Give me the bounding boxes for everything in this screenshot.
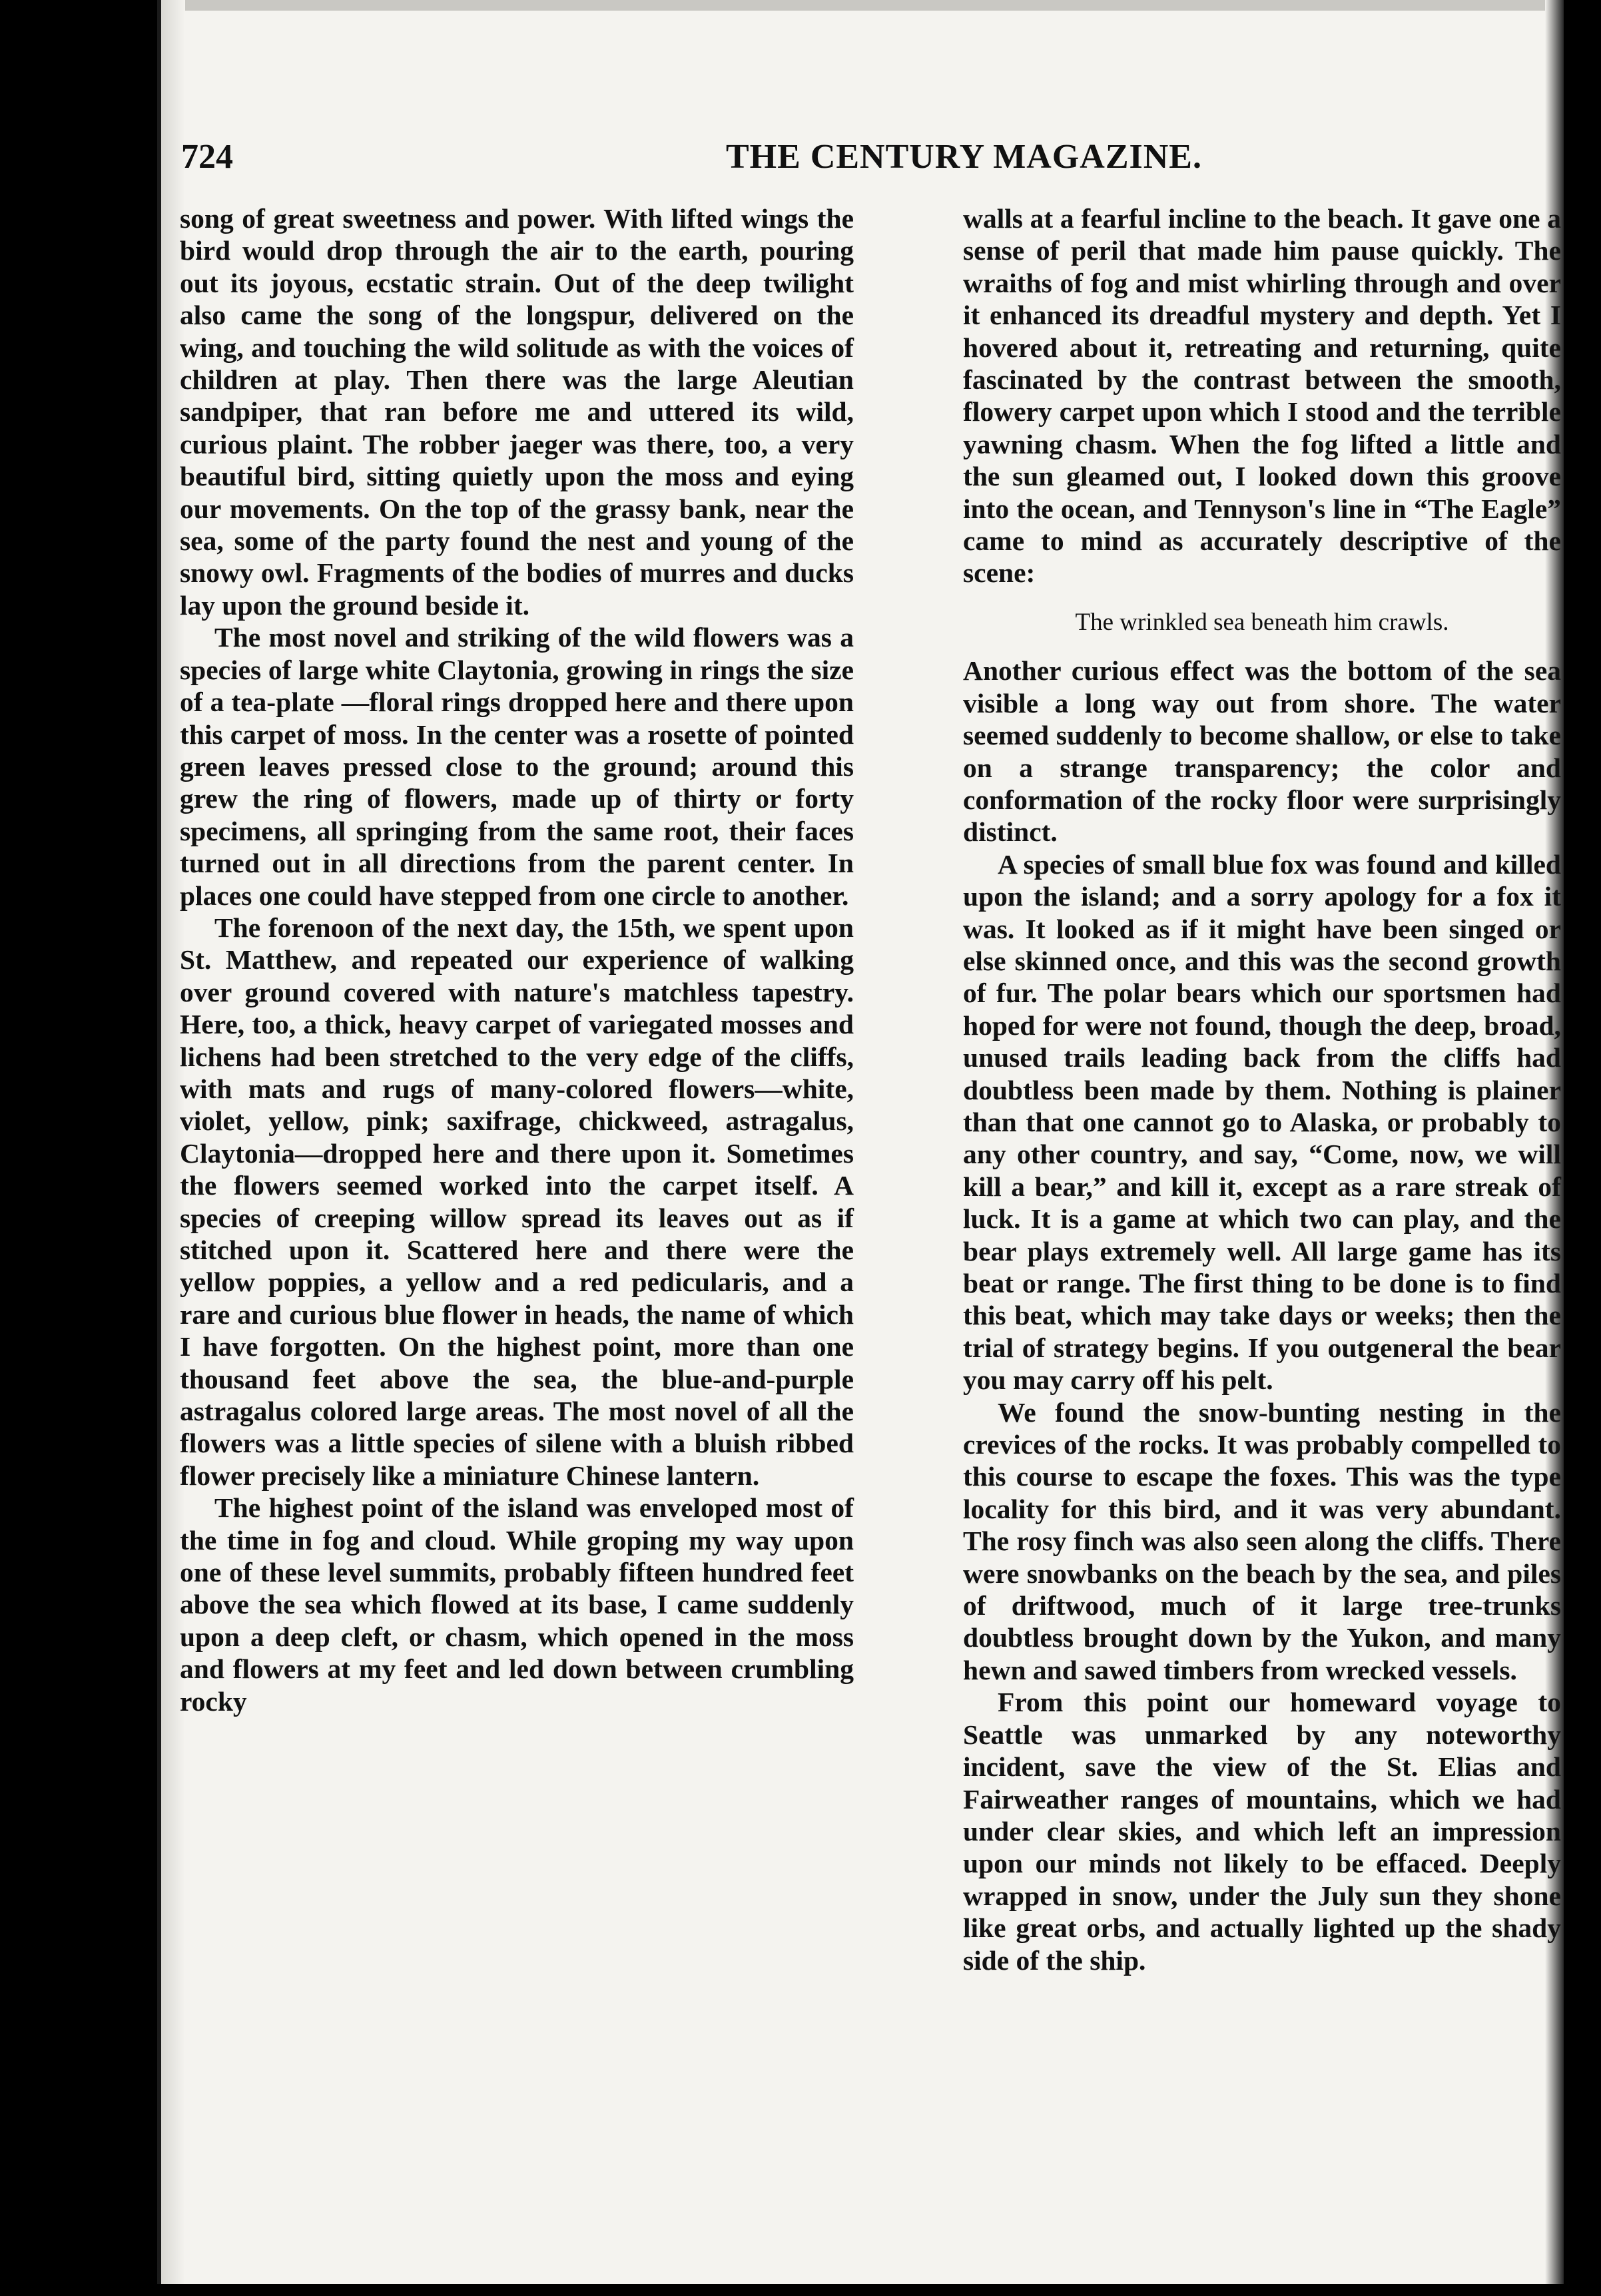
right-column <box>963 202 1561 1976</box>
running-head <box>180 137 1560 180</box>
page-number: 724 <box>181 138 233 176</box>
paragraph: Another curious effect was the bottom of the sea visible a long way out from shore. The water seemed suddenly to become shallow, or else to take on a strange transparency; the color and conformation of the rocky floor were surprisingly distinct. <box>963 655 1561 848</box>
magazine-title: THE CENTURY MAGAZINE. <box>726 138 1202 176</box>
magazine-page <box>180 137 1561 1976</box>
paragraph: walls at a fearful incline to the beach. It gave one a sense of peril that made him pause quickly. The wraiths of fog and mist whirling through and over it enhanced its dreadful mystery and depth. Yet I hovered about it, retreating and returning, quite fascinated by the contrast between the smooth, flowery carpet upon which I stood and the terrible yawning chasm. When the fog lifted a little and the sun gleamed out, I looked down this groove into the ocean, and Tennyson's line in “The Eagle” came to mind as accurately descriptive of the scene: <box>963 203 1561 589</box>
poem-quote: The wrinkled sea beneath him crawls. <box>1075 608 1449 636</box>
top-edge-strip <box>181 0 1546 11</box>
paragraph: The forenoon of the next day, the 15th, we spent upon St. Matthew, and repeated our experience of walking over ground covered with nature's matchless tapestry. Here, too, a thick, heavy carpet of variegated mosses and lichens had been stretched to the very edge of the cliffs, with mats and rugs of many-colored flowers—white, violet, yellow, pink; saxifrage, chickweed, astragalus, Claytonia—dropped here and there upon it. Sometimes the flowers seemed worked into the carpet itself. A species of creeping willow spread its leaves out as if stitched upon it. Scattered here and there were the yellow poppies, a yellow and a red pedicularis, and a rare and curious blue flower in heads, the name of which I have forgotten. On the highest point, more than one thousand feet above the sea, the blue-and-purple astragalus colored large areas. The most novel of all the flowers was a little species of silene with a bluish ribbed flower precisely like a miniature Chinese lantern. <box>180 912 854 1491</box>
left-column <box>180 202 854 1717</box>
paragraph: The most novel and striking of the wild flowers was a species of large white Claytonia, growing in rings the size of a tea-plate —floral rings dropped here and there upon this carpet of moss. In the center was a rosette of pointed green leaves pressed close to the ground; around this grew the ring of flowers, made up of thirty or forty specimens, all springing from the same root, their faces turned out in all directions from the parent center. In places one could have stepped from one circle to another. <box>180 622 854 911</box>
paragraph: We found the snow-bunting nesting in the crevices of the rocks. It was probably compelled to this course to escape the foxes. This was the type locality for this bird, and it was very abundant. The rosy finch was also seen along the cliffs. There were snowbanks on the beach by the sea, and piles of driftwood, much of it large tree-trunks doubtless brought down by the Yukon, and many hewn and sawed timbers from wrecked vessels. <box>963 1396 1561 1685</box>
paragraph: From this point our homeward voyage to Seattle was unmarked by any noteworthy incident, save the view of the St. Elias and Fairweather ranges of mountains, which we had under clear skies, and which left an impression upon our minds not likely to be effaced. Deeply wrapped in snow, under the July sun they shone like great orbs, and actually lighted up the shady side of the ship. <box>963 1687 1561 1976</box>
paragraph: The highest point of the island was enveloped most of the time in fog and cloud. While groping my way upon one of these level summits, probably fifteen hundred feet above the sea which flowed at its base, I came suddenly upon a deep cleft, or chasm, which opened in the moss and flowers at my feet and led down between crumbling rocky <box>180 1492 854 1717</box>
paragraph: A species of small blue fox was found and killed upon the island; and a sorry apology for a fox it was. It looked as if it might have been singed or else skinned once, and this was the second growth of fur. The polar bears which our sportsmen had hoped for were not found, though the deep, broad, unused trails leading back from the cliffs had doubtless been made by them. Nothing is plainer than that one cannot go to Alaska, or probably to any other country, and say, “Come, now, we will kill a bear,” and kill it, except as a rare streak of luck. It is a game at which two can play, and the bear plays extremely well. All large game has its beat or range. The first thing to be done is to find this beat, which may take days or weeks; then the trial of strategy begins. If you outgeneral the bear you may carry off his pelt. <box>963 848 1561 1396</box>
paragraph: song of great sweetness and power. With lifted wings the bird would drop through the air to the earth, pouring out its joyous, ecstatic strain. Out of the deep twilight also came the song of the longspur, delivered on the wing, and touching the wild solitude as with the voices of children at play. Then there was the large Aleutian sandpiper, that ran before me and uttered its wild, curious plaint. The robber jaeger was there, too, a very beautiful bird, sitting quietly upon the moss and eying our movements. On the top of the grassy bank, near the sea, some of the party found the nest and young of the snowy owl. Fragments of the bodies of murres and ducks lay upon the ground beside it. <box>180 203 854 621</box>
